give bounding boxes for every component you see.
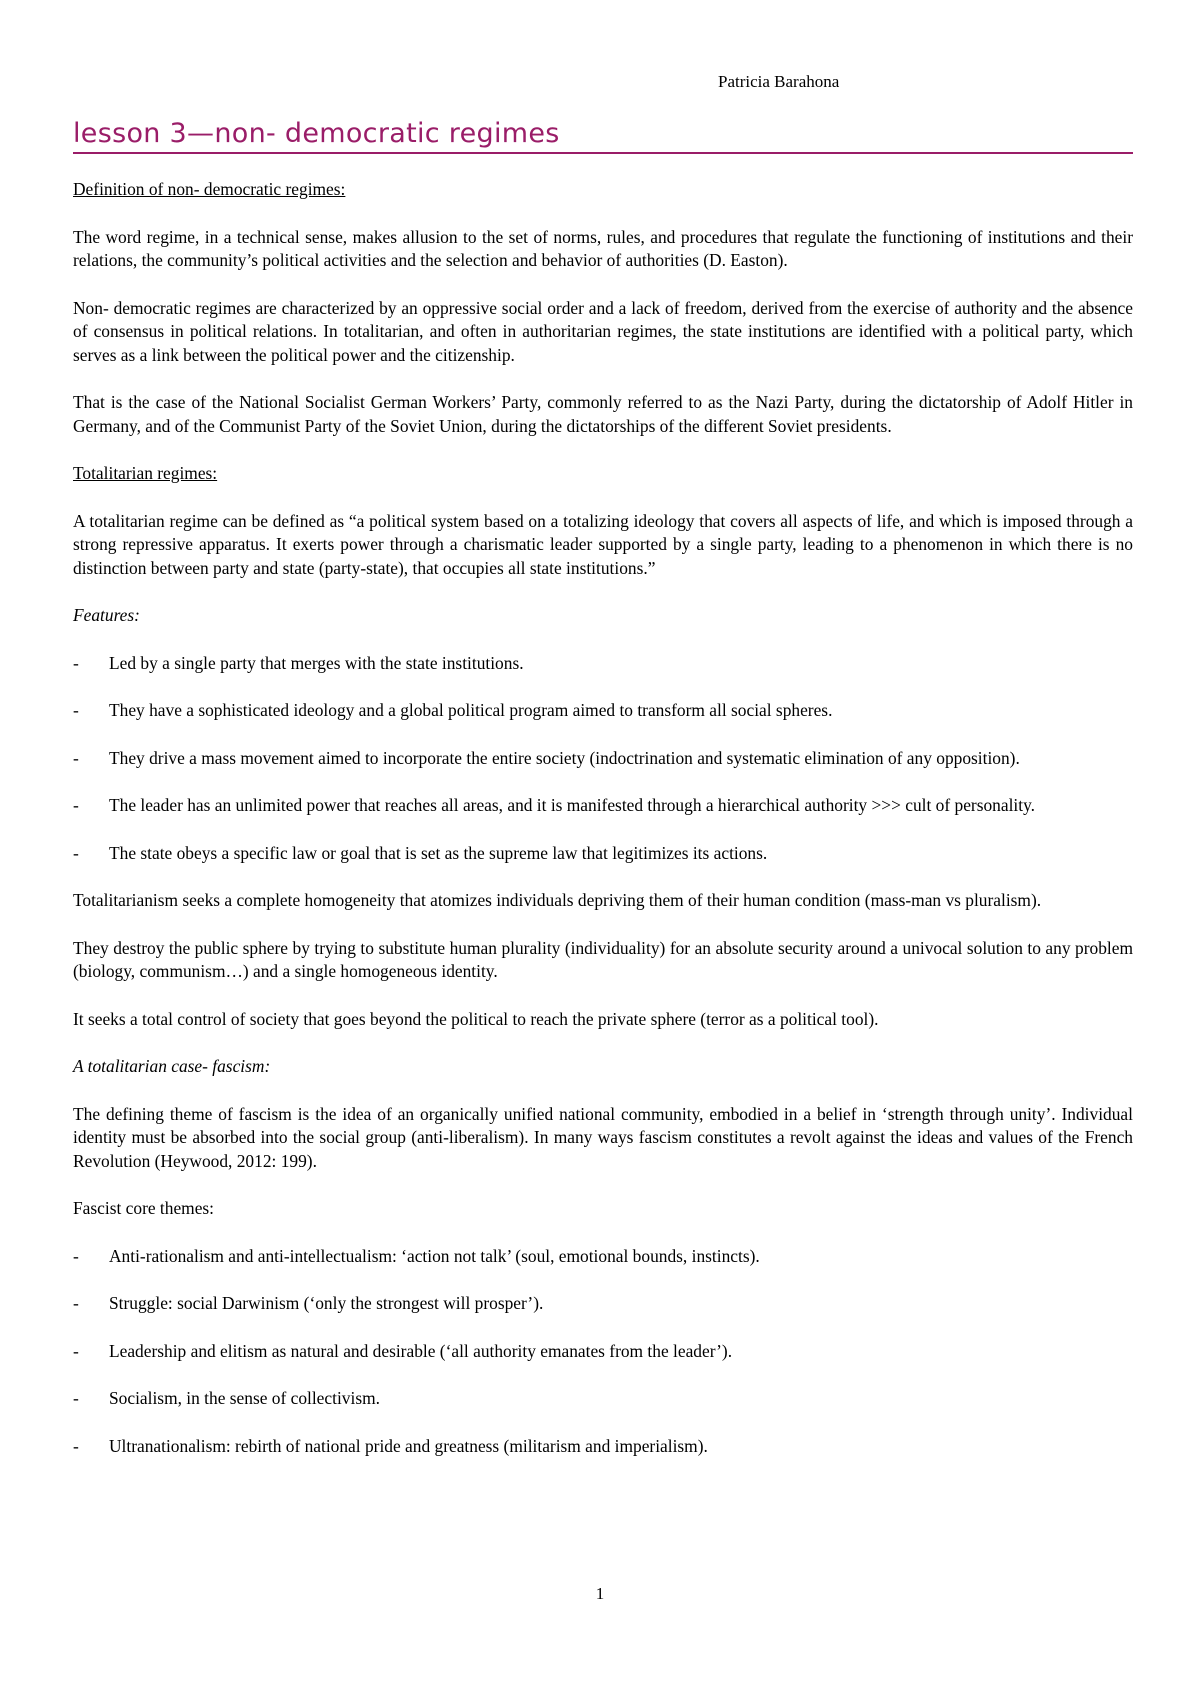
author-name: Patricia Barahona: [718, 72, 840, 91]
list-bullet: -: [73, 1388, 79, 1408]
list-item-text: Led by a single party that merges with the state institutions.: [109, 652, 524, 673]
definition-paragraph-2: Non- democratic regimes are characterized by an oppressive social order and a lack of freedom, derived from the exercise of authority and the absence of consensus in political relations. In totalitarian, and often in authoritarian regimes, the state institutions are identified with a political party, which serves as a link between the political power and the citizenship.: [73, 297, 1133, 365]
fascism-themes-heading: Fascist core themes:: [73, 1198, 215, 1218]
totalitarian-paragraph-4: It seeks a total control of society that goes beyond the political to reach the private sphere (terror as a political tool).: [73, 1008, 879, 1029]
features-list: [73, 652, 1133, 866]
list-item-text: Anti-rationalism and anti-intellectualism: ‘action not talk’ (soul, emotional bounds, instincts).: [109, 1245, 760, 1266]
list-item: [73, 1340, 1133, 1364]
list-item: [73, 747, 1133, 771]
totalitarian-heading: [73, 462, 1133, 486]
list-bullet: -: [73, 1340, 79, 1361]
list-item: [73, 842, 1133, 866]
fascism-paragraph-1: The defining theme of fascism is the idea of an organically unified national community, embodied in a belief in ‘strength through unity’. Individual identity must be absorbed into the social group (anti-liberalism). In many ways fascism constitutes a revolt against the ideas and values of the French Revolution (Heywood, 2012: 199).: [73, 1103, 1133, 1171]
list-item: [73, 1435, 1133, 1459]
list-item-text: Leadership and elitism as natural and desirable (‘all authority emanates from the leader’).: [109, 1340, 733, 1361]
list-bullet: -: [73, 1293, 79, 1313]
list-item: [73, 1292, 1133, 1316]
list-bullet: -: [73, 747, 79, 768]
totalitarian-paragraph-3: They destroy the public sphere by trying to substitute human plurality (individuality) for an absolute security around a univocal solution to any problem (biology, communism…) and a single homogeneous identity.: [73, 937, 1133, 981]
list-bullet: -: [73, 1245, 79, 1266]
list-bullet: -: [73, 1435, 79, 1456]
definition-heading: [73, 178, 1133, 202]
list-item-text: Struggle: social Darwinism (‘only the strongest will prosper’).: [109, 1293, 544, 1313]
definition-paragraph-3: That is the case of the National Socialist German Workers’ Party, commonly referred to as the Nazi Party, during the dictatorship of Adolf Hitler in Germany, and of the Communist Party of the Soviet Union, during the dictatorships of the different Soviet presidents.: [73, 392, 1133, 436]
list-bullet: -: [73, 700, 79, 720]
list-bullet: -: [73, 652, 79, 673]
document-body: [73, 178, 1133, 1482]
page-number: 1: [595, 1584, 605, 1603]
fascism-heading: A totalitarian case- fascism:: [73, 1056, 271, 1076]
lesson-title: lesson 3—non- democratic regimes: [73, 118, 1133, 154]
list-item: [73, 1387, 1133, 1411]
list-item: [73, 1245, 1133, 1269]
definition-paragraph-1: The word regime, in a technical sense, makes allusion to the set of norms, rules, and procedures that regulate the functioning of institutions and their relations, the community’s political activities and the selection and behavior of authorities (D. Easton).: [73, 226, 1133, 270]
list-item: [73, 794, 1133, 818]
list-bullet: -: [73, 795, 79, 815]
list-bullet: -: [73, 842, 79, 863]
list-item: [73, 652, 1133, 676]
fascism-themes-list: [73, 1245, 1133, 1459]
list-item-text: Socialism, in the sense of collectivism.: [109, 1388, 380, 1408]
list-item-text: The leader has an unlimited power that reaches all areas, and it is manifested through a hierarchical authority >>> cult of personality.: [109, 795, 1035, 815]
list-item-text: Ultranationalism: rebirth of national pride and greatness (militarism and imperialism).: [109, 1435, 708, 1456]
list-item-text: They have a sophisticated ideology and a global political program aimed to transform all social spheres.: [109, 700, 833, 720]
totalitarian-heading-text: Totalitarian regimes:: [73, 463, 218, 483]
definition-heading-text: Definition of non- democratic regimes:: [73, 179, 346, 199]
list-item-text: They drive a mass movement aimed to incorporate the entire society (indoctrination and systematic elimination of any opposition).: [109, 747, 1020, 768]
list-item-text: The state obeys a specific law or goal that is set as the supreme law that legitimizes its actions.: [109, 842, 768, 863]
list-item: [73, 699, 1133, 723]
totalitarian-paragraph-2: Totalitarianism seeks a complete homogeneity that atomizes individuals depriving them of their human condition (mass-man vs pluralism).: [73, 890, 1042, 910]
features-heading: Features:: [73, 605, 140, 625]
totalitarian-paragraph-1: A totalitarian regime can be defined as “a political system based on a totalizing ideology that covers all aspects of life, and which is imposed through a strong repressive apparatus. It exerts power through a charismatic leader supported by a single party, leading to a phenomenon in which there is no distinction between party and state (party-state), that occupies all state institutions.”: [73, 510, 1133, 578]
